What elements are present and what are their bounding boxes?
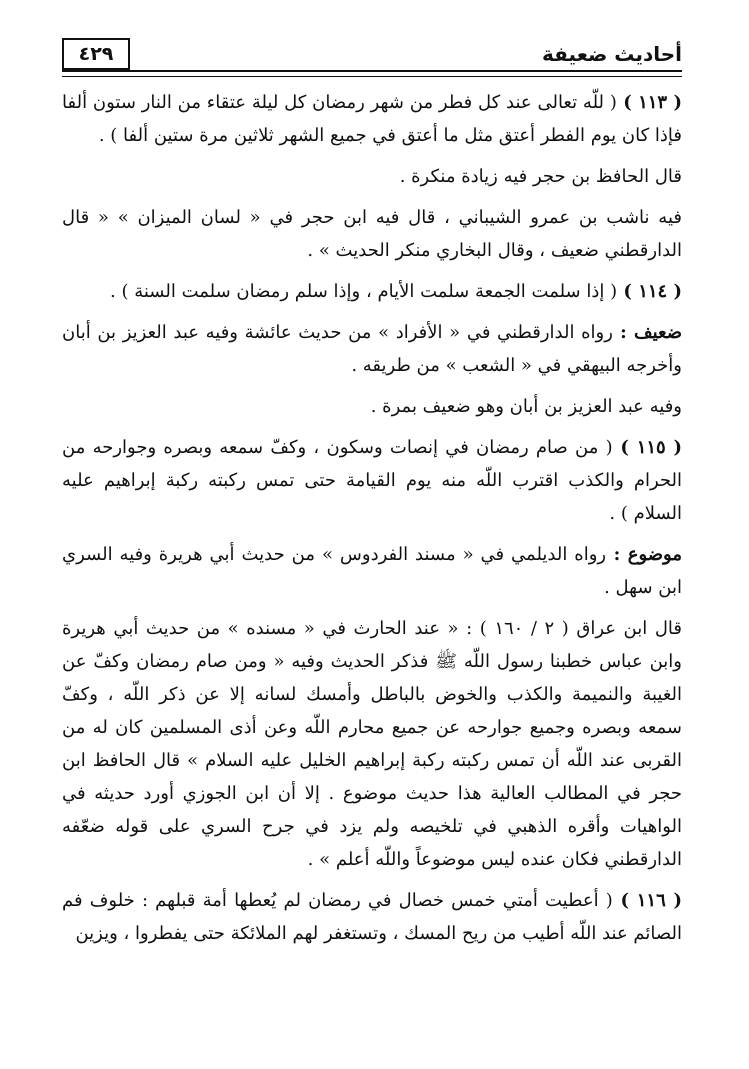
page-number: ٤٢٩ [62, 38, 130, 70]
paragraph [62, 201, 682, 267]
paragraph-text: قال الحافظ بن حجر فيه زيادة منكرة . [399, 166, 682, 187]
paragraph-text: فيه ناشب بن عمرو الشيباني ، قال فيه ابن حجر في « لسان الميزان » « قال الدارقطني ضعيف ، وقال البخاري منكر الحديث » . [62, 207, 682, 261]
paragraph-text: ( من صام رمضان في إنصات وسكون ، وكفّ سمعه وبصره وجوارحه من الحرام والكذب اقترب اللّه منه يوم القيامة حتى تمس ركبته ركبة إبراهيم عليه السلام ) . [62, 437, 682, 524]
paragraph [62, 160, 682, 193]
entry-number: ( ١١٣ ) [616, 92, 682, 113]
paragraph-text: ( إذا سلمت الجمعة سلمت الأيام ، وإذا سلم رمضان سلمت السنة ) . [110, 281, 618, 302]
entry-113 [62, 86, 682, 152]
running-title: أحاديث ضعيفة [542, 42, 682, 66]
paragraph [62, 538, 682, 604]
paragraph-text: رواه الدارقطني في « الأفراد » من حديث عائشة وفيه عبد العزيز بن أبان وأخرجه البيهقي في « الشعب » من طريقه . [62, 322, 682, 376]
paragraph-text: ( للّه تعالى عند كل فطر من شهر رمضان كل ليلة عتقاء من النار ستون ألفا فإذا كان يوم الفطر أعتق مثل ما أعتق في جميع الشهر ثلاثين مرة ستين ألفا ) . [62, 92, 682, 146]
grading-label: ضعيف : [612, 322, 682, 343]
paragraph-text: قال ابن عراق ( ٢ / ١٦٠ ) : « عند الحارث في « مسنده » من حديث أبي هريرة وابن عباس خطبنا رسول اللّه ﷺ فذكر الحديث وفيه « ومن صام رمضان وكفّ عن الغيبة والنميمة والكذب والخوض بالباطل وأمسك لسانه إلا عن ذكر اللّه ، وكفّ سمعه وبصره وجميع جوارحه عن جميع محارم اللّه وعن أذى المسلمين كان له من القربى عند اللّه أن تمس ركبته ركبة إبراهيم الخليل عليه السلام » قال الحافظ ابن حجر في المطالب العالية هذا حديث موضوع . إلا أن ابن الجوزي أورد حديثه في الواهيات وأقره الذهبي في تلخيصه ولم يزد في جرح السري على قوله ضعّفه الدارقطني فكان عنده ليس موضوعاً واللّه أعلم » . [62, 618, 682, 870]
paragraph-text: ( أعطيت أمتي خمس خصال في رمضان لم يُعطها أمة قبلهم : خلوف فم الصائم عند اللّه أطيب من ريح المسك ، وتستغفر لهم الملائكة حتى يفطروا ، ويزين [62, 890, 682, 944]
paragraph-text: رواه الديلمي في « مسند الفردوس » من حديث أبي هريرة وفيه السري ابن سهل . [62, 544, 682, 598]
paragraph [62, 390, 682, 423]
grading-label: موضوع : [606, 544, 682, 565]
page-header [62, 38, 682, 70]
entry-116 [62, 884, 682, 950]
entry-number: ( ١١٥ ) [612, 437, 682, 458]
paragraph [62, 612, 682, 876]
page-body [62, 86, 682, 958]
paragraph [62, 316, 682, 382]
header-rule [62, 70, 682, 77]
paragraph-text: وفيه عبد العزيز بن أبان وهو ضعيف بمرة . [370, 396, 682, 417]
entry-number: ( ١١٦ ) [612, 890, 682, 911]
entry-number: ( ١١٤ ) [617, 281, 682, 302]
entry-115 [62, 431, 682, 530]
entry-114 [62, 275, 682, 308]
